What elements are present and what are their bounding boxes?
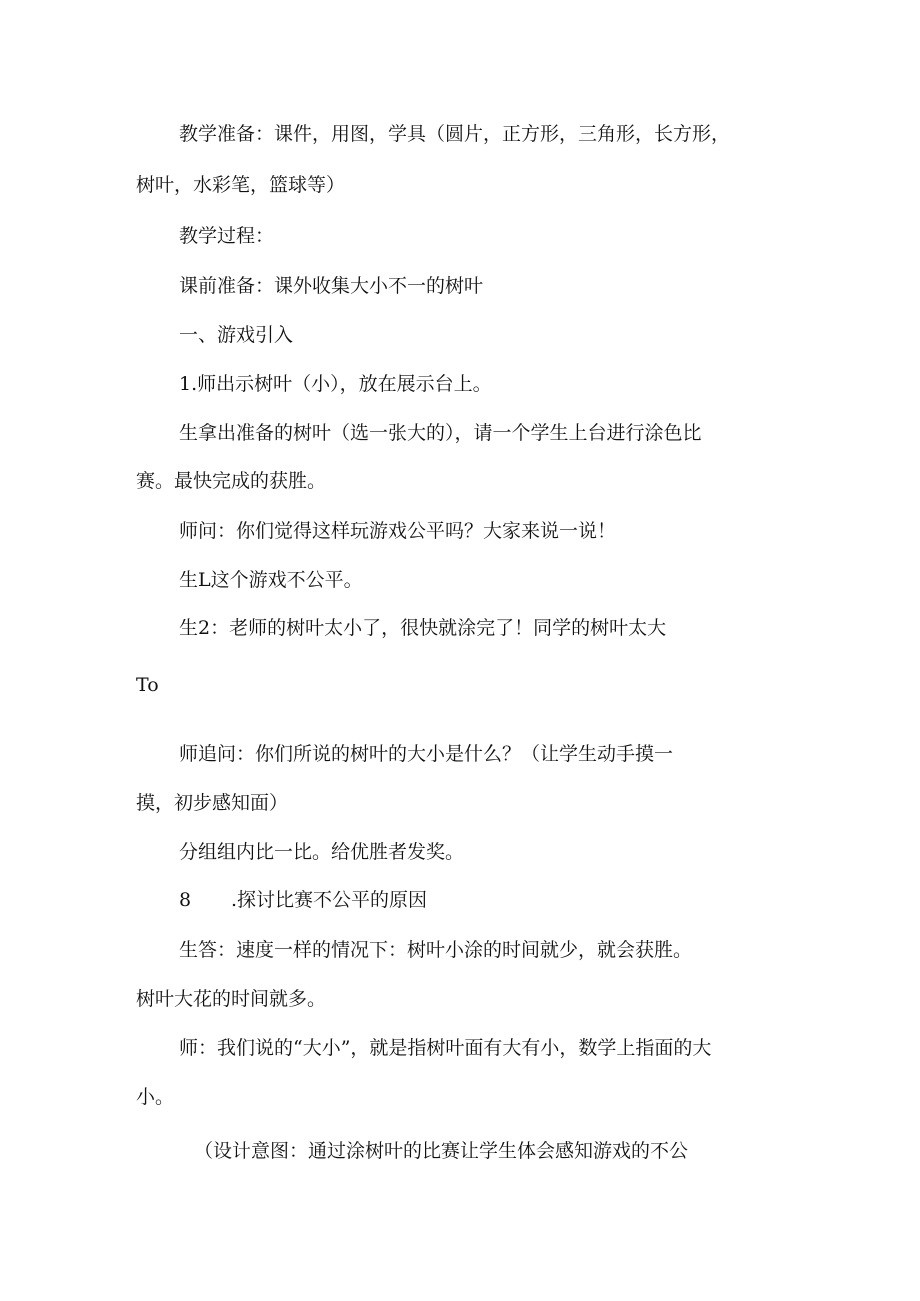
paragraph-step-1: 1.师出示树叶（小），放在展示台上。 [179,373,492,395]
paragraph-teaching-prep-cont: 树叶，水彩笔，篮球等） [136,174,346,196]
paragraph-design-intent: （设计意图：通过涂树叶的比赛让学生体会感知游戏的不公 [194,1140,689,1162]
paragraph-teacher-question: 师问：你们觉得这样玩游戏公平吗？大家来说一说！ [179,520,617,542]
paragraph-student-answer-cont: 树叶大花的时间就多。 [136,988,327,1010]
paragraph-student-contest-cont: 赛。最快完成的获胜。 [136,470,327,492]
list-number: 8 [179,889,192,911]
paragraph-preclass-prep: 课前准备：课外收集大小不一的树叶 [179,275,484,297]
paragraph-teacher-explain: 师：我们说的“大小”，就是指树叶面有大有小，数学上指面的大 [179,1037,712,1059]
paragraph-teaching-prep: 教学准备：课件，用图，学具（圆片，正方形，三角形，长方形， [179,123,731,145]
paragraph-student-2-cont: To [136,674,159,696]
paragraph-teacher-followup: 师追问：你们所说的树叶的大小是什么？（让学生动手摸一 [179,743,674,765]
paragraph-teacher-explain-cont: 小。 [136,1086,175,1108]
heading-teaching-process: 教学过程： [179,225,275,247]
heading-game-intro: 一、游戏引入 [179,324,294,346]
paragraph-student-2: 生2：老师的树叶太小了，很快就涂完了！同学的树叶太大 [179,617,667,639]
paragraph-teacher-followup-cont: 摸，初步感知面） [136,792,289,814]
paragraph-student-answer: 生答：速度一样的情况下：树叶小涂的时间就少，就会获胜。 [179,939,693,961]
heading-discuss-unfairness: .探讨比赛不公平的原因 [231,889,428,911]
paragraph-student-contest: 生拿出准备的树叶（选一张大的），请一个学生上台进行涂色比 [179,422,702,444]
paragraph-group-compare: 分组组内比一比。给优胜者发奖。 [179,841,465,863]
paragraph-student-1: 生L这个游戏不公平。 [179,569,363,591]
